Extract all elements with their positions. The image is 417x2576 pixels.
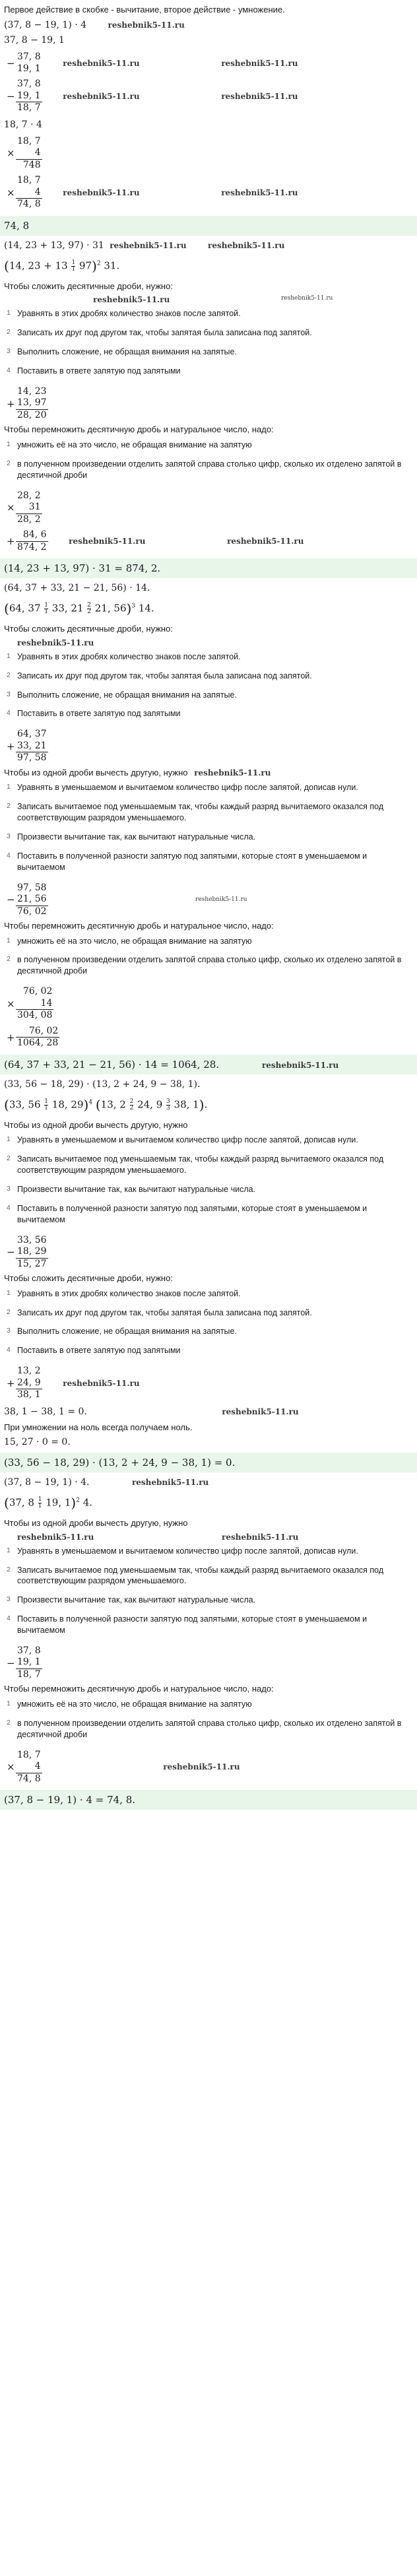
list-item: 3 Выполнить сложение, не обращая внимания на запятые.: [7, 347, 237, 357]
list-item: 4 Поставить в ответе запятую под запятыми: [7, 1346, 181, 1356]
result-4: (33, 56 − 18, 29) · (13, 2 + 24, 9 − 38, 1) = 0.: [0, 1453, 417, 1472]
list-item: 3 Произвести вычитание так, как вычитают натуральные числа.: [7, 832, 256, 842]
column-calc: − 33, 56 18, 29 15, 27: [7, 1234, 47, 1269]
list-item: 1 Уравнять в уменьшаемом и вычитаемом количество цифр после запятой, дописав нули.: [7, 1135, 358, 1145]
add-rule-intro: Чтобы сложить десятичные дроби, нужно:: [4, 624, 173, 634]
expression-3: (64, 37 + 33, 21 − 21, 56) · 14.: [4, 583, 150, 594]
column-calc: − 37, 8 19, 1 reshebnik5-11.ru reshebnik5-11.ru: [7, 51, 298, 74]
watermark: reshebnik5-11.ru: [63, 187, 140, 197]
watermark: reshebnik5-11.ru: [221, 58, 298, 68]
expression-1-line2: 37, 8 − 19, 1: [4, 35, 65, 46]
watermark: reshebnik5-11.ru: [131, 1478, 209, 1488]
intro-text: Первое действие в скобке - вычитание, второе действие - умножение.: [4, 5, 285, 15]
watermark: reshebnik5-11.ru: [195, 896, 247, 904]
list-item: 1 умножить её на это число, не обращая внимание на запятую: [7, 440, 252, 449]
watermark: reshebnik5-11.ru: [63, 91, 140, 101]
zero-note: При умножении на ноль всегда получаем ноль.: [4, 1422, 193, 1432]
list-item: 2 Записать вычитаемое под уменьшаемым так, чтобы каждый разряд вычитаемого оказался под соответствующим разрядом уменьшаемого.: [7, 1565, 384, 1586]
watermark: reshebnik5-11.ru: [208, 240, 285, 250]
watermark: reshebnik5-11.ru: [108, 20, 185, 30]
mul-rule-intro: Чтобы перемножить десятичную дробь и натуральное число, надо:: [4, 921, 274, 931]
column-calc: + 64, 37 33, 21 97, 58: [7, 729, 47, 764]
mul-rule-intro: Чтобы перемножить десятичную дробь и натуральное число, надо:: [4, 424, 274, 435]
watermark: reshebnik5-11.ru: [222, 1532, 299, 1542]
list-item: 1 Уравнять в этих дробях количество знаков после запятой.: [7, 651, 241, 661]
watermark: reshebnik5-11.ru: [17, 638, 94, 647]
expression-5-mixed: (37, 8 $\frac{1}{1}$ 19, 1)$^2$ 4.: [4, 1495, 93, 1511]
watermark: reshebnik5-11.ru: [93, 295, 170, 305]
mul-steps: [4, 936, 413, 977]
list-item: 4 Поставить в ответе запятую под запятыми: [7, 366, 181, 376]
list-item: 1 умножить её на это число, не обращая внимание на запятую: [7, 936, 252, 946]
expression-1-line3: 18, 7 · 4: [4, 119, 42, 130]
expression-3-mixed: (64, 37 $\frac{1}{1}$ 33, 21 $\frac{2}{2}$ 21, 56)$^3$ 14.: [4, 601, 154, 617]
add-rule-intro: Чтобы сложить десятичные дроби, нужно:: [4, 1273, 173, 1284]
expression-2-mixed: (14, 23 + 13 $\frac{1}{1}$ 97)$^2$ 31.: [4, 257, 120, 274]
watermark: reshebnik5-11.ru: [163, 1762, 240, 1772]
column-calc: + $\frac{84, 6}{874, 2}$ reshebnik5-11.ru reshebnik5-11.ru: [7, 529, 304, 552]
list-item: 3 Произвести вычитание так, как вычитают натуральные числа.: [7, 1185, 256, 1195]
column-calc: + 13, 2 24, 9 38, 1 reshebnik5-11.ru: [7, 1366, 140, 1401]
list-item: 2 Записать их друг под другом так, чтобы запятая была записана под запятой.: [7, 328, 312, 338]
list-item: 1 умножить её на это число, не обращая внимание на запятую: [7, 1700, 252, 1709]
column-calc: × 28, 2 31 28, 2: [7, 490, 41, 525]
sub-rule-intro: Чтобы из одной дроби вычесть другую, нужно reshebnik5-11.ru: [4, 767, 271, 777]
watermark: reshebnik5-11.ru: [110, 240, 187, 250]
watermark: reshebnik5-11.ru: [221, 187, 298, 197]
list-item: 2 в полученном произведении отделить запятой справа столько цифр, сколько их отделено запятой в десятичной дроби: [7, 955, 402, 976]
watermark: reshebnik5-11.ru: [227, 536, 304, 546]
list-item: 1 Уравнять в этих дробях количество знаков после запятой.: [7, 309, 241, 319]
watermark: reshebnik5-11.ru: [69, 536, 146, 546]
list-item: 3 Выполнить сложение, не обращая внимания на запятые.: [7, 1327, 237, 1337]
list-item: 3 Выполнить сложение, не обращая внимания на запятые.: [7, 690, 237, 700]
result-1: 74, 8: [0, 216, 417, 236]
sub-rule-intro: Чтобы из одной дроби вычесть другую, нужно: [4, 1518, 188, 1529]
result-2: (14, 23 + 13, 97) · 31 = 874, 2.: [0, 558, 417, 578]
column-calc: × 18, 7 4 748: [7, 135, 41, 170]
column-calc: + 14, 23 13, 97 28, 20: [7, 385, 47, 420]
watermark: reshebnik5-11.ru: [17, 1532, 94, 1542]
add-steps: [4, 651, 413, 720]
watermark: reshebnik5-11.ru: [281, 295, 333, 302]
sub-rule-intro: Чтобы из одной дроби вычесть другую, нужно: [4, 1119, 188, 1130]
expression-4-mixed: (33, 56 $\frac{1}{1}$ 18, 29)$^4$ (13, 2 $\frac{2}{2}$ 24, 9 $\frac{3}{3}$ 38, 1).: [4, 1096, 208, 1113]
expression-2: (14, 23 + 13, 97) · 31 reshebnik5-11.ru reshebnik5-11.ru: [4, 240, 285, 251]
list-item: 2 в полученном произведении отделить запятой справа столько цифр, сколько их отделено запятой в десятичной дроби: [7, 1718, 402, 1739]
column-calc: × 76, 02 14 304, 08: [7, 986, 53, 1021]
list-item: 4 Поставить в ответе запятую под запятыми: [7, 709, 181, 719]
column-calc: × 18, 7 4 74, 8 reshebnik5-11.ru: [7, 1749, 240, 1784]
list-item: 2 в полученном произведении отделить запятой справа столько цифр, сколько их отделено запятой в десятичной дроби: [7, 459, 402, 480]
watermark: reshebnik5-11.ru: [63, 1378, 140, 1388]
mul-rule-intro: Чтобы перемножить десятичную дробь и натуральное число, надо:: [4, 1684, 274, 1694]
list-item: 4 Поставить в полученной разности запятую под запятыми, которые стоят в уменьшаемом и вычитаемом: [7, 1203, 368, 1224]
add-rule-intro: Чтобы сложить десятичные дроби, нужно:: [4, 281, 173, 291]
expression-4: (33, 56 − 18, 29) · (13, 2 + 24, 9 − 38, 1).: [4, 1078, 201, 1090]
column-calc: × 18, 7 4 74, 8 reshebnik5-11.ru reshebnik5-11.ru: [7, 175, 298, 210]
add-steps: [4, 1288, 413, 1357]
list-item: 1 Уравнять в уменьшаемом и вычитаемом количество цифр после запятой, дописав нули.: [7, 783, 358, 793]
column-calc: + $\frac{76, 02}{1064, 28}$: [7, 1025, 59, 1049]
column-calc: − 37, 8 19, 1 18, 7: [7, 1645, 41, 1680]
list-item: 1 Уравнять в уменьшаемом и вычитаемом количество цифр после запятой, дописав нули.: [7, 1546, 358, 1556]
expression-4-sub: 38, 1 − 38, 1 = 0. reshebnik5-11.ru: [4, 1406, 299, 1417]
result-3: (64, 37 + 33, 21 − 21, 56) · 14 = 1064, 28. reshebnik5-11.ru: [0, 1055, 417, 1074]
list-item: 1 Уравнять в этих дробях количество знаков после запятой.: [7, 1288, 241, 1298]
add-steps: [4, 308, 413, 377]
expression-4-zero: 15, 27 · 0 = 0.: [4, 1437, 71, 1448]
list-item: 2 Записать их друг под другом так, чтобы запятая была записана под запятой.: [7, 1307, 312, 1317]
column-calc: − 97, 58 21, 56 76, 02 reshebnik5-11.ru: [7, 882, 247, 917]
expression-1: (37, 8 − 19, 1) · 4 reshebnik5-11.ru: [4, 19, 185, 30]
list-item: 2 Записать их друг под другом так, чтобы запятая была записана под запятой.: [7, 671, 312, 680]
sub-steps: [4, 1546, 413, 1636]
watermark: reshebnik5-11.ru: [222, 1406, 299, 1416]
mul-steps: [4, 1699, 413, 1740]
watermark: reshebnik5-11.ru: [221, 91, 298, 101]
list-item: 3 Произвести вычитание так, как вычитают натуральные числа.: [7, 1595, 256, 1605]
list-item: 4 Поставить в полученной разности запятую под запятыми, которые стоят в уменьшаемом и вычитаемом: [7, 1614, 368, 1635]
sub-steps: [4, 782, 413, 873]
expression-5: (37, 8 − 19, 1) · 4. reshebnik5-11.ru: [4, 1477, 209, 1488]
watermark: reshebnik5-11.ru: [63, 58, 140, 68]
result-5: (37, 8 − 19, 1) · 4 = 74, 8.: [0, 1790, 417, 1810]
sub-steps: [4, 1135, 413, 1225]
watermark: reshebnik5-11.ru: [194, 768, 271, 777]
mul-steps: [4, 440, 413, 481]
list-item: 2 Записать вычитаемое под уменьшаемым так, чтобы каждый разряд вычитаемого оказался под соответствующим разрядом уменьшаемого.: [7, 1154, 384, 1175]
column-calc: − 37, 8 19, 1 18, 7 reshebnik5-11.ru reshebnik5-11.ru: [7, 79, 298, 114]
list-item: 4 Поставить в полученной разности запятую под запятыми, которые стоят в уменьшаемом и вычитаемом: [7, 851, 368, 872]
list-item: 2 Записать вычитаемое под уменьшаемым так, чтобы каждый разряд вычитаемого оказался под соответствующим разрядом уменьшаемого.: [7, 802, 384, 823]
watermark: reshebnik5-11.ru: [261, 1060, 339, 1070]
